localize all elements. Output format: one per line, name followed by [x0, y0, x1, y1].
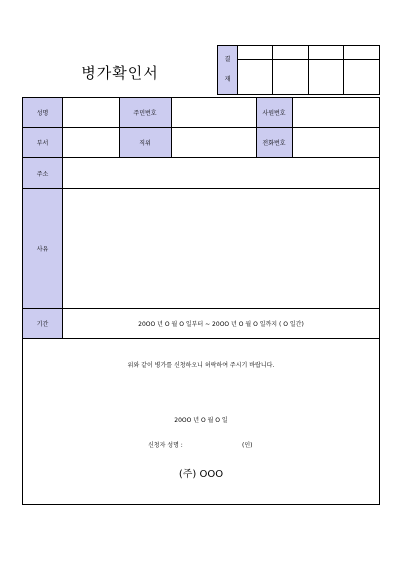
label-employee-no: 사원번호 [256, 98, 292, 127]
approval-signature-cell [309, 60, 344, 94]
approval-cell [273, 46, 308, 60]
department-field[interactable] [63, 128, 119, 157]
label-reason: 사유 [23, 189, 62, 308]
reason-field[interactable] [63, 189, 379, 308]
approval-signature-grid [237, 45, 380, 95]
name-field[interactable] [63, 98, 119, 127]
column-divider [119, 98, 120, 157]
position-field[interactable] [172, 128, 256, 157]
application-date: 20OO 년 O 월 O 일 [174, 417, 228, 424]
resident-no-field[interactable] [172, 98, 256, 127]
applicant-name-label: 신청자 성명 : [148, 442, 183, 449]
document-title: 병가확인서 [81, 64, 159, 82]
approval-label [217, 45, 238, 95]
label-department: 부서 [23, 128, 62, 157]
approval-cell [309, 46, 344, 60]
approval-signature-cell [273, 60, 308, 94]
row-divider [23, 308, 379, 309]
column-divider [256, 98, 257, 157]
period-text: 20OO 년 O 월 O 일부터 ~ 20OO 년 O 월 O 일까지 ( O 일간) [138, 321, 304, 328]
employee-no-field[interactable] [293, 98, 379, 127]
address-field[interactable] [63, 158, 379, 188]
approval-signature-cell [238, 60, 273, 94]
approval-cell [238, 46, 273, 60]
label-resident-no: 주민번호 [119, 98, 171, 127]
label-name: 성명 [23, 98, 62, 127]
request-statement: 위와 같이 병가를 신청하오니 허락하여 주시기 바랍니다. [127, 362, 275, 369]
approval-label-bottom: 재 [224, 76, 231, 83]
phone-field[interactable] [293, 128, 379, 157]
label-phone: 전화번호 [256, 128, 292, 157]
leave-form-table [22, 97, 380, 505]
label-address: 주소 [23, 158, 62, 188]
label-position: 직위 [119, 128, 171, 157]
seal-mark: (인) [242, 442, 253, 449]
approval-cell [344, 46, 379, 60]
approval-label-top: 결 [224, 56, 231, 63]
approval-signature-cell [344, 60, 379, 94]
label-period: 기간 [23, 309, 62, 338]
row-divider [23, 338, 379, 339]
company-name: (주) OOO [178, 469, 224, 480]
